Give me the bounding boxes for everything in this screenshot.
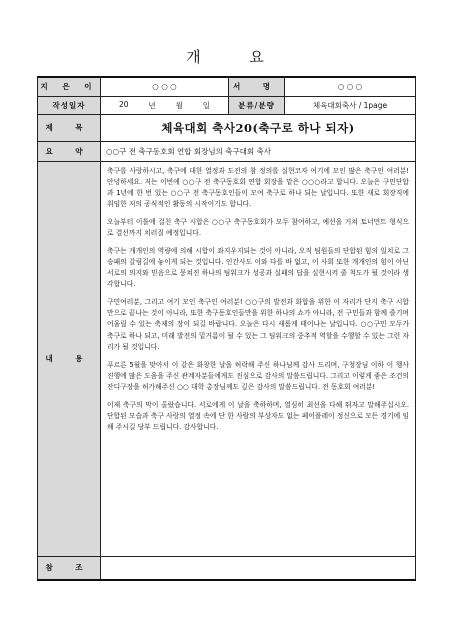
summary-row (38, 141, 416, 161)
content-body (101, 161, 416, 556)
summary-value: ○○구 전 축구동호회 연합 회장님의 축구대회 축사 (101, 141, 416, 161)
date-year-unit: 년 (148, 100, 156, 110)
subject-value (101, 114, 416, 141)
subject-label: 제 목 (38, 114, 101, 141)
date-row (38, 96, 416, 114)
date-label: 작성일자 (38, 96, 101, 114)
reference-value (101, 556, 416, 580)
subject-row (38, 114, 416, 141)
category-label: 분류/분량 (229, 96, 285, 114)
author-row (38, 77, 416, 96)
content-label: 내 용 (38, 161, 101, 556)
date-month-unit: 월 (175, 100, 183, 110)
document-title: 개 요 (186, 48, 286, 66)
category-value: 체육대회축사 / 1page (285, 96, 416, 114)
content-paragraph: 구민여러분, 그리고 여기 모인 축구인 여러분! ○○구의 발전과 화합을 위한 이 자리가 단지 축구 시합만으로 끝나는 것이 아니라, 또한 축구동호인들만을 위한 하나의 쇼가 아니라, 전 구민들과 함께 즐기며 어울릴 수 있는 축제의 장이 되길 바랍니다. 오늘은 다시 새롭게 태어나는 날입니다. ○○구민 모두가 축구로 하나 되고, 미래 발전의 밑거름이 될 수 있는 그 팀워크의 중추적 역할을 수행할 수 있는 그런 자리가 될 것입니다. (107, 298, 409, 351)
content-row (38, 161, 416, 556)
summary-label: 요 약 (38, 141, 101, 161)
author-value: ○ ○ ○ (101, 77, 229, 96)
reference-label: 참 조 (38, 556, 101, 580)
content-paragraph: 오늘부터 이틀에 걸친 축구 시합은 ○○구 축구동호회가 모두 참여하고, 예선을 거쳐 토너먼트 형식으로 결선까지 치러질 예정입니다. (107, 217, 409, 238)
content-paragraph: 푸르른 5월을 맞아서 이 같은 화창한 날을 허락해 주신 하나님께 감사 드리며, 구청장님 이하 이 행사 진행에 많은 도움을 주신 관계자분들에게도 진심으로 감사의 말씀드립니다. 그리고 이렇게 좋은 조건의 잔디구장을 허가해주신 ○○ 대학 총장님께도 깊은 감사의 말씀드립니다. 전 동호회 여러분! (107, 360, 409, 391)
reference-row (38, 556, 416, 580)
date-value (101, 96, 229, 114)
signature-label: 서 명 (229, 77, 285, 96)
author-label: 지 은 이 (38, 77, 101, 96)
content-paragraph: 축구는 개개인의 역량에 의해 시합이 좌지우지되는 것이 아니라, 오직 팀원들의 단합된 힘의 일치로 그 승패의 갈림길에 놓이게 되는 것입니다. 인간사도 이와 다를 바 없고, 이 사회 또한 개개인의 힘이 아닌 서로의 의지와 믿음으로 뭉쳐진 하나의 팀워크가 성공과 실패의 답을 실현시켜 줄 척도가 될 것이라 생각합니다. (107, 246, 409, 289)
overview-form (37, 76, 416, 581)
date-year: 20 (118, 99, 129, 109)
content-paragraph: 축구를 사랑하시고, 축구에 대한 열정과 도전의 참 정의를 실현코자 여기에 모인 많은 축구인 여러분! 안녕하세요. 저는 이번에 ○○구 전 축구동호회 연합 회장을 맡은 ○○○라고 합니다. 오늘은 구민단합과 1년에 한 번 있는 ○○구 전 축구동호인들이 모여 축구로 하나 되는 날입니다. 또한 새로 회장직에 취임한 저의 공식적인 활동의 시작이기도 합니다. (107, 166, 409, 209)
date-day-unit: 일 (202, 100, 211, 110)
subject-text: 체육대회 축사20(축구로 하나 되자) (161, 120, 355, 135)
content-paragraph: 이제 축구의 막이 올랐습니다. 서로에게 이 날을 축하하며, 열심히 최선을 다해 뛰자고 말해주십시오. 단합된 모습과 축구 사랑의 열정 속에 단 한 사람의 부상자도 없는 페어플레이 정신으로 모든 경기에 임해 주시길 당부 드립니다. 감사합니다. (107, 400, 409, 432)
signature-value: ○ ○ ○ (285, 77, 416, 96)
